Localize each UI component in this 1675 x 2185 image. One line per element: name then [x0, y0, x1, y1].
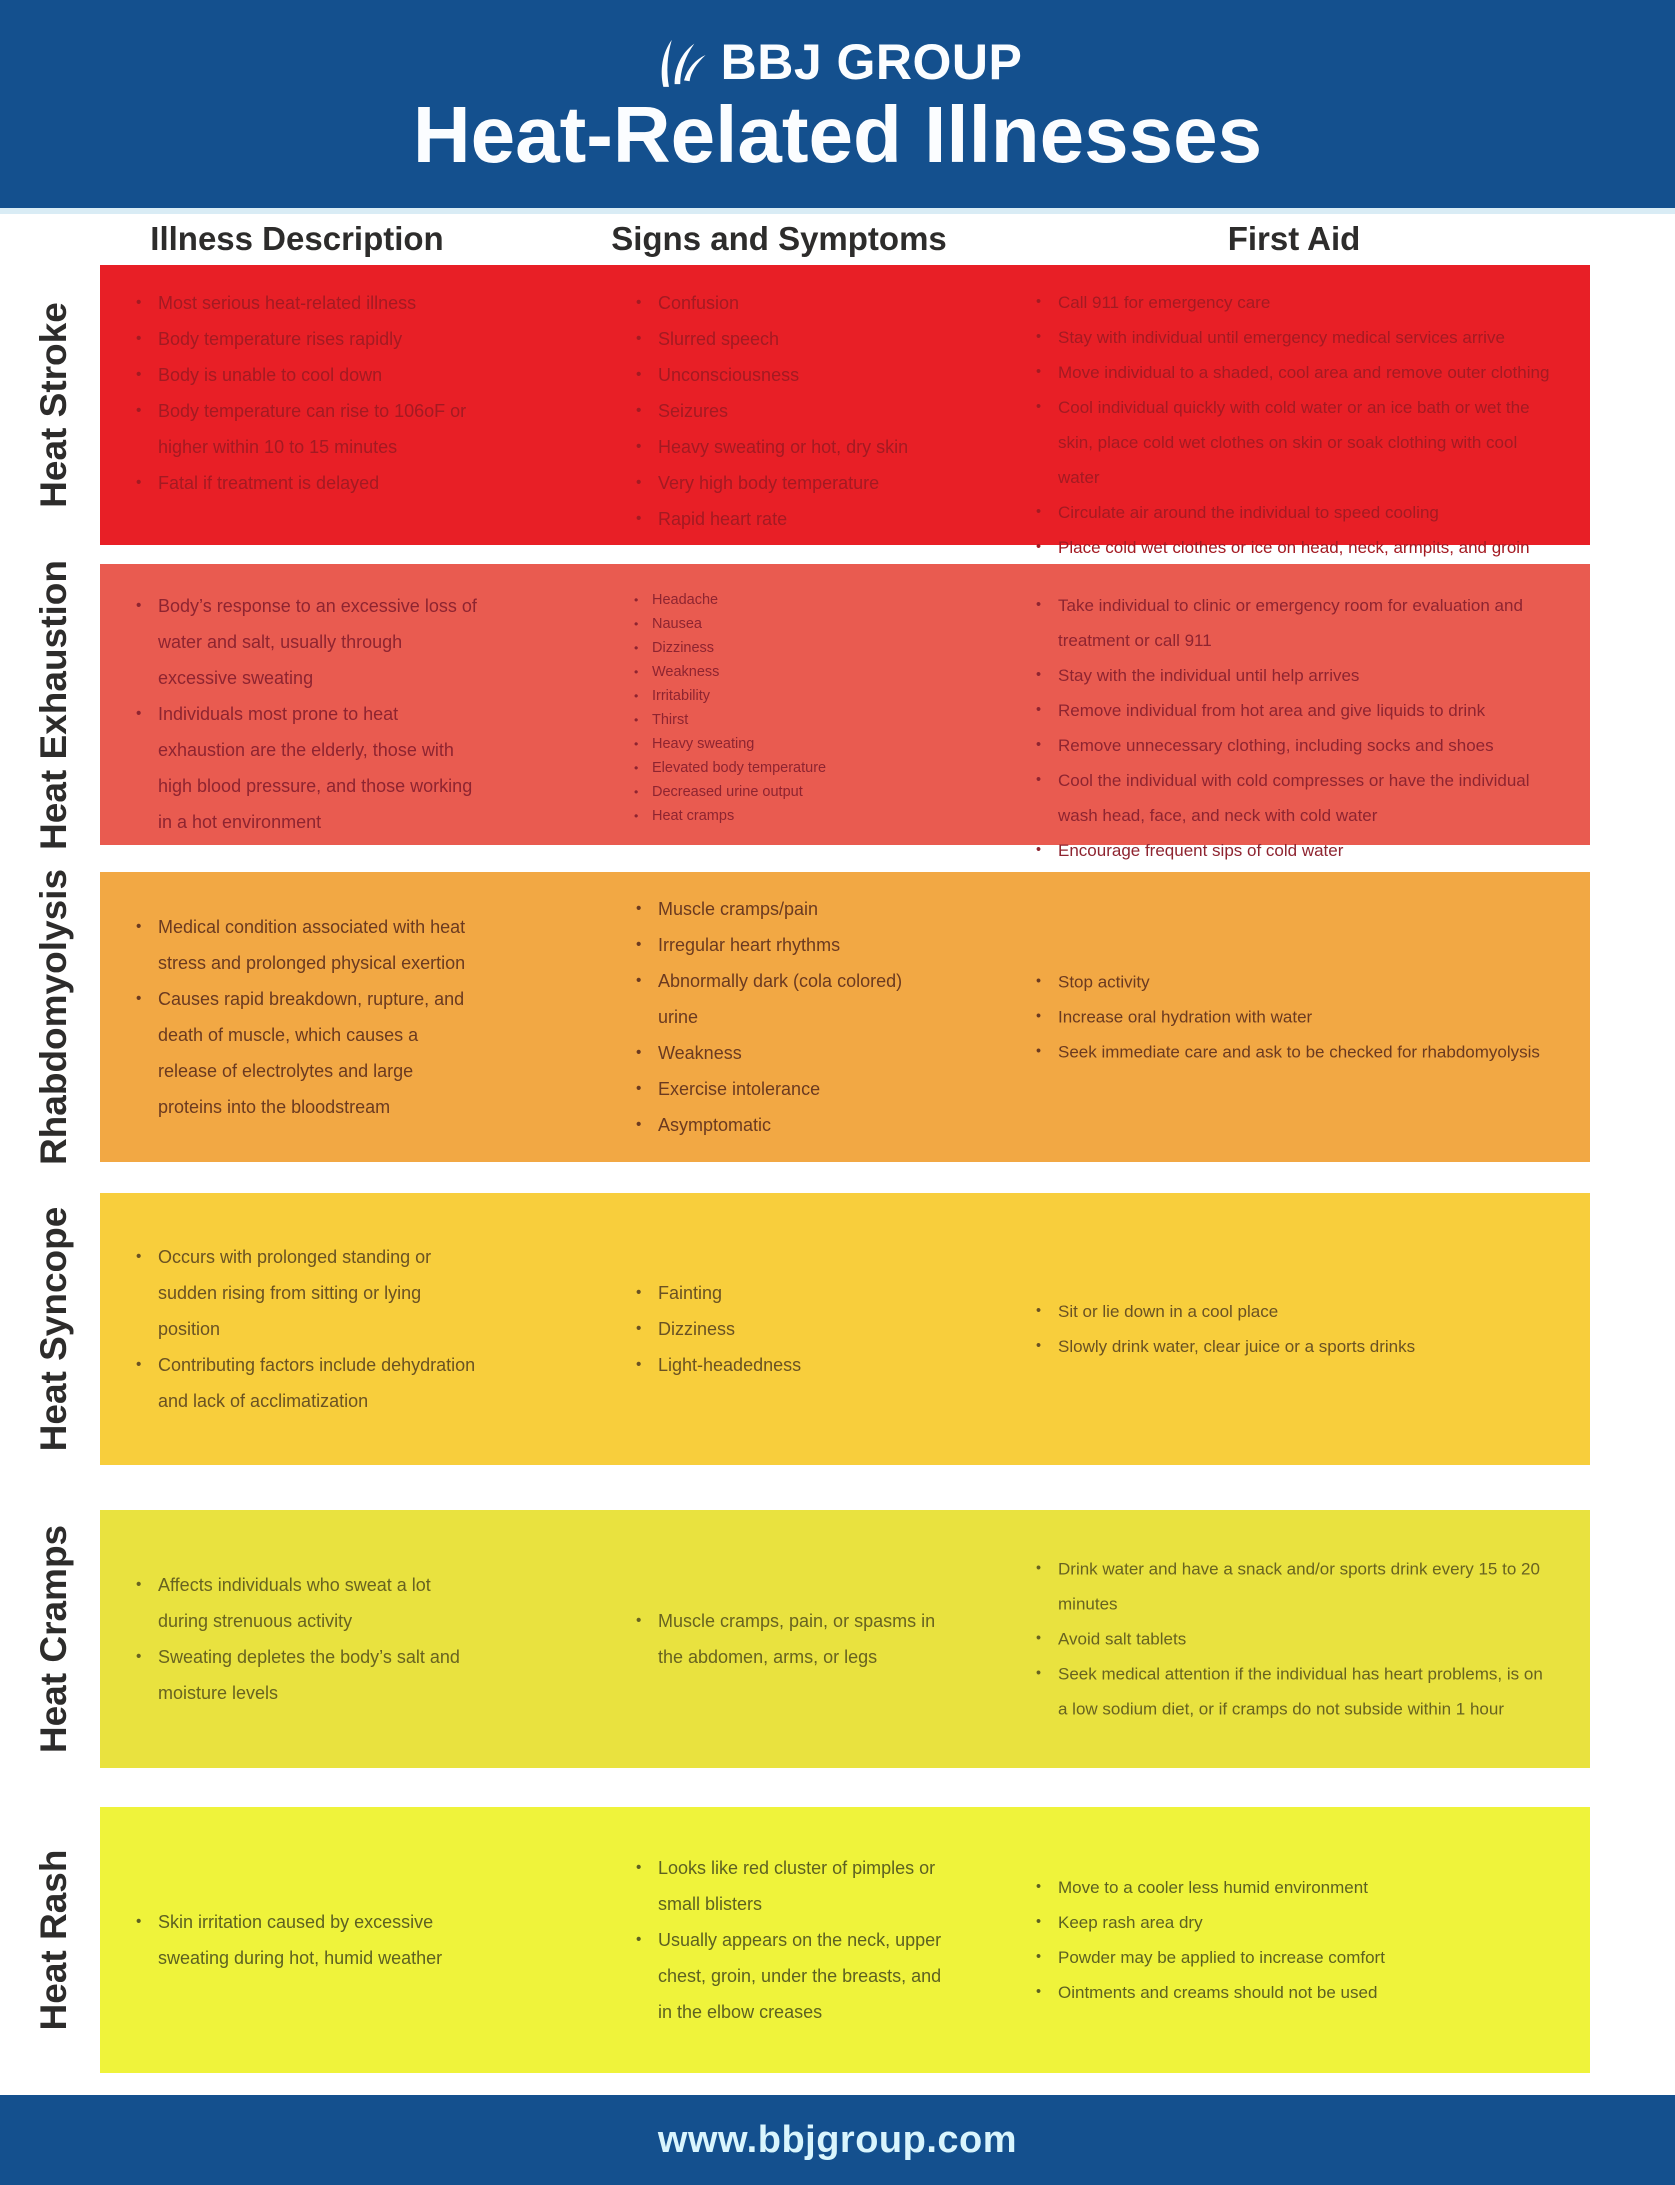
bullet-item: • Most serious heat-related illness: [130, 285, 480, 321]
first-aid-column: [1030, 1552, 1550, 1727]
bullet-item: • Usually appears on the neck, upper chest, groin, under the breasts, and in the elbow creases: [630, 1922, 945, 2030]
illness-row: [33, 868, 1590, 1166]
row-label: Heat Syncope: [33, 1206, 74, 1452]
illness-description-column: [130, 1567, 480, 1711]
bullet-item: • Muscle cramps/pain: [630, 891, 945, 927]
column-header-signs-symptoms: Signs and Symptoms: [611, 220, 947, 257]
bullet-item: • Stay with individual until emergency medical services arrive: [1030, 320, 1550, 355]
bullet-item: • Fatal if treatment is delayed: [130, 465, 480, 501]
bullet-item: • Abnormally dark (cola colored) urine: [630, 963, 945, 1035]
bullet-item: • Slowly drink water, clear juice or a sports drinks: [1030, 1329, 1550, 1364]
first-aid-column: [1030, 285, 1550, 565]
row-label: Heat Stroke: [33, 302, 74, 508]
bullet-item: • Avoid salt tablets: [1030, 1622, 1550, 1657]
bullet-item: • Drink water and have a snack and/or sports drink every 15 to 20 minutes: [1030, 1552, 1550, 1622]
illness-row: [33, 1807, 1590, 2073]
brand-row: [653, 33, 1023, 91]
row-label: Rhabdomyolysis: [33, 868, 74, 1166]
signs-symptoms-column: [630, 1275, 945, 1383]
illness-row: [33, 1510, 1590, 1768]
illness-description-column: [130, 588, 480, 840]
bullet-item: • Individuals most prone to heat exhaustion are the elderly, those with high blood pressure, and those working in a hot environment: [130, 696, 480, 840]
bullet-item: • Fainting: [630, 1275, 945, 1311]
bullet-item: • Headache: [630, 588, 945, 612]
bullet-item: • Light-headedness: [630, 1347, 945, 1383]
bullet-item: • Slurred speech: [630, 321, 945, 357]
illness-row: [33, 1193, 1590, 1465]
bullet-item: • Dizziness: [630, 1311, 945, 1347]
bullet-item: • Body temperature can rise to 106oF or higher within 10 to 15 minutes: [130, 393, 480, 465]
bullet-item: • Weakness: [630, 1035, 945, 1071]
bullet-item: • Dizziness: [630, 636, 945, 660]
bullet-item: • Cool individual quickly with cold water or an ice bath or wet the skin, place cold wet clothes on skin or soak clothing with cool water: [1030, 390, 1550, 495]
page-title: Heat-Related Illnesses: [412, 90, 1263, 179]
column-headers: [0, 220, 1675, 266]
bullet-item: • Decreased urine output: [630, 780, 945, 804]
row-label: Heat Rash: [33, 1849, 74, 2031]
bullet-item: • Thirst: [630, 708, 945, 732]
bullet-item: • Call 911 for emergency care: [1030, 285, 1550, 320]
illness-row: [33, 559, 1590, 860]
bullet-item: • Body is unable to cool down: [130, 357, 480, 393]
bullet-item: • Medical condition associated with heat stress and prolonged physical exertion: [130, 909, 480, 981]
bullet-item: • Seek medical attention if the individual has heart problems, is on a low sodium diet, or if cramps do not subside within 1 hour: [1030, 1657, 1550, 1727]
bullet-item: • Confusion: [630, 285, 945, 321]
bullet-item: • Irritability: [630, 684, 945, 708]
bullet-item: • Asymptomatic: [630, 1107, 945, 1143]
column-header-first-aid: First Aid: [1227, 220, 1361, 257]
signs-symptoms-column: [630, 1603, 945, 1675]
header-accent-strip: [0, 208, 1675, 214]
bullet-item: • Seek immediate care and ask to be checked for rhabdomyolysis: [1030, 1035, 1550, 1070]
header: [0, 0, 1675, 208]
signs-symptoms-column: [630, 1850, 945, 2030]
brand-name: BBJ GROUP: [720, 34, 1023, 90]
bullet-item: • Affects individuals who sweat a lot during strenuous activity: [130, 1567, 480, 1639]
bullet-item: • Increase oral hydration with water: [1030, 1000, 1550, 1035]
bullet-item: • Skin irritation caused by excessive sweating during hot, humid weather: [130, 1904, 480, 1976]
bullet-item: • Causes rapid breakdown, rupture, and death of muscle, which causes a release of electrolytes and large proteins into the bloodstream: [130, 981, 480, 1125]
bullet-item: • Powder may be applied to increase comfort: [1030, 1940, 1550, 1975]
bullet-item: • Sit or lie down in a cool place: [1030, 1294, 1550, 1329]
bullet-item: • Keep rash area dry: [1030, 1905, 1550, 1940]
bullet-item: • Take individual to clinic or emergency room for evaluation and treatment or call 911: [1030, 588, 1550, 658]
bullet-item: • Seizures: [630, 393, 945, 429]
illness-description-column: [130, 909, 480, 1125]
bullet-item: • Occurs with prolonged standing or sudden rising from sitting or lying position: [130, 1239, 480, 1347]
bullet-item: • Circulate air around the individual to speed cooling: [1030, 495, 1550, 530]
bullet-item: • Rapid heart rate: [630, 501, 945, 537]
illness-description-column: [130, 1239, 480, 1419]
bullet-item: • Move individual to a shaded, cool area and remove outer clothing: [1030, 355, 1550, 390]
bullet-item: • Unconsciousness: [630, 357, 945, 393]
bullet-item: • Ointments and creams should not be used: [1030, 1975, 1550, 2010]
illness-description-column: [130, 1904, 480, 1976]
bullet-item: • Remove individual from hot area and give liquids to drink: [1030, 693, 1550, 728]
bullet-item: • Body temperature rises rapidly: [130, 321, 480, 357]
first-aid-column: [1030, 1294, 1550, 1364]
bullet-item: • Heavy sweating or hot, dry skin: [630, 429, 945, 465]
bullet-item: • Remove unnecessary clothing, including socks and shoes: [1030, 728, 1550, 763]
bullet-item: • Heavy sweating: [630, 732, 945, 756]
bullet-item: • Elevated body temperature: [630, 756, 945, 780]
first-aid-column: [1030, 1870, 1550, 2010]
bullet-item: • Body’s response to an excessive loss of water and salt, usually through excessive sweating: [130, 588, 480, 696]
illness-row: [33, 265, 1590, 557]
bullet-item: • Move to a cooler less humid environment: [1030, 1870, 1550, 1905]
bullet-item: • Place cold wet clothes or ice on head, neck, armpits, and groin: [1030, 530, 1550, 565]
bullet-item: • Exercise intolerance: [630, 1071, 945, 1107]
bullet-item: • Sweating depletes the body’s salt and moisture levels: [130, 1639, 480, 1711]
row-label: Heat Exhaustion: [33, 559, 74, 850]
bullet-item: • Contributing factors include dehydration and lack of acclimatization: [130, 1347, 480, 1419]
bullet-item: • Irregular heart rhythms: [630, 927, 945, 963]
bbj-fan-logo-icon: [653, 33, 707, 91]
signs-symptoms-column: [630, 285, 945, 537]
bullet-item: • Nausea: [630, 612, 945, 636]
bullet-item: • Heat cramps: [630, 804, 945, 828]
column-header-illness-description: Illness Description: [150, 220, 444, 257]
first-aid-column: [1030, 588, 1550, 868]
bullet-item: • Very high body temperature: [630, 465, 945, 501]
first-aid-column: [1030, 965, 1550, 1070]
footer: [0, 2095, 1675, 2185]
signs-symptoms-column: [630, 891, 945, 1143]
bullet-item: • Weakness: [630, 660, 945, 684]
bullet-item: • Stay with the individual until help arrives: [1030, 658, 1550, 693]
bullet-item: • Looks like red cluster of pimples or small blisters: [630, 1850, 945, 1922]
bullet-item: • Muscle cramps, pain, or spasms in the abdomen, arms, or legs: [630, 1603, 945, 1675]
website-url: www.bbjgroup.com: [657, 2118, 1018, 2161]
bullet-item: • Cool the individual with cold compresses or have the individual wash head, face, and neck with cold water: [1030, 763, 1550, 833]
signs-symptoms-column: [630, 588, 945, 828]
row-label: Heat Cramps: [33, 1524, 74, 1754]
bullet-item: • Stop activity: [1030, 965, 1550, 1000]
illness-description-column: [130, 285, 480, 501]
bullet-item: • Encourage frequent sips of cold water: [1030, 833, 1550, 868]
